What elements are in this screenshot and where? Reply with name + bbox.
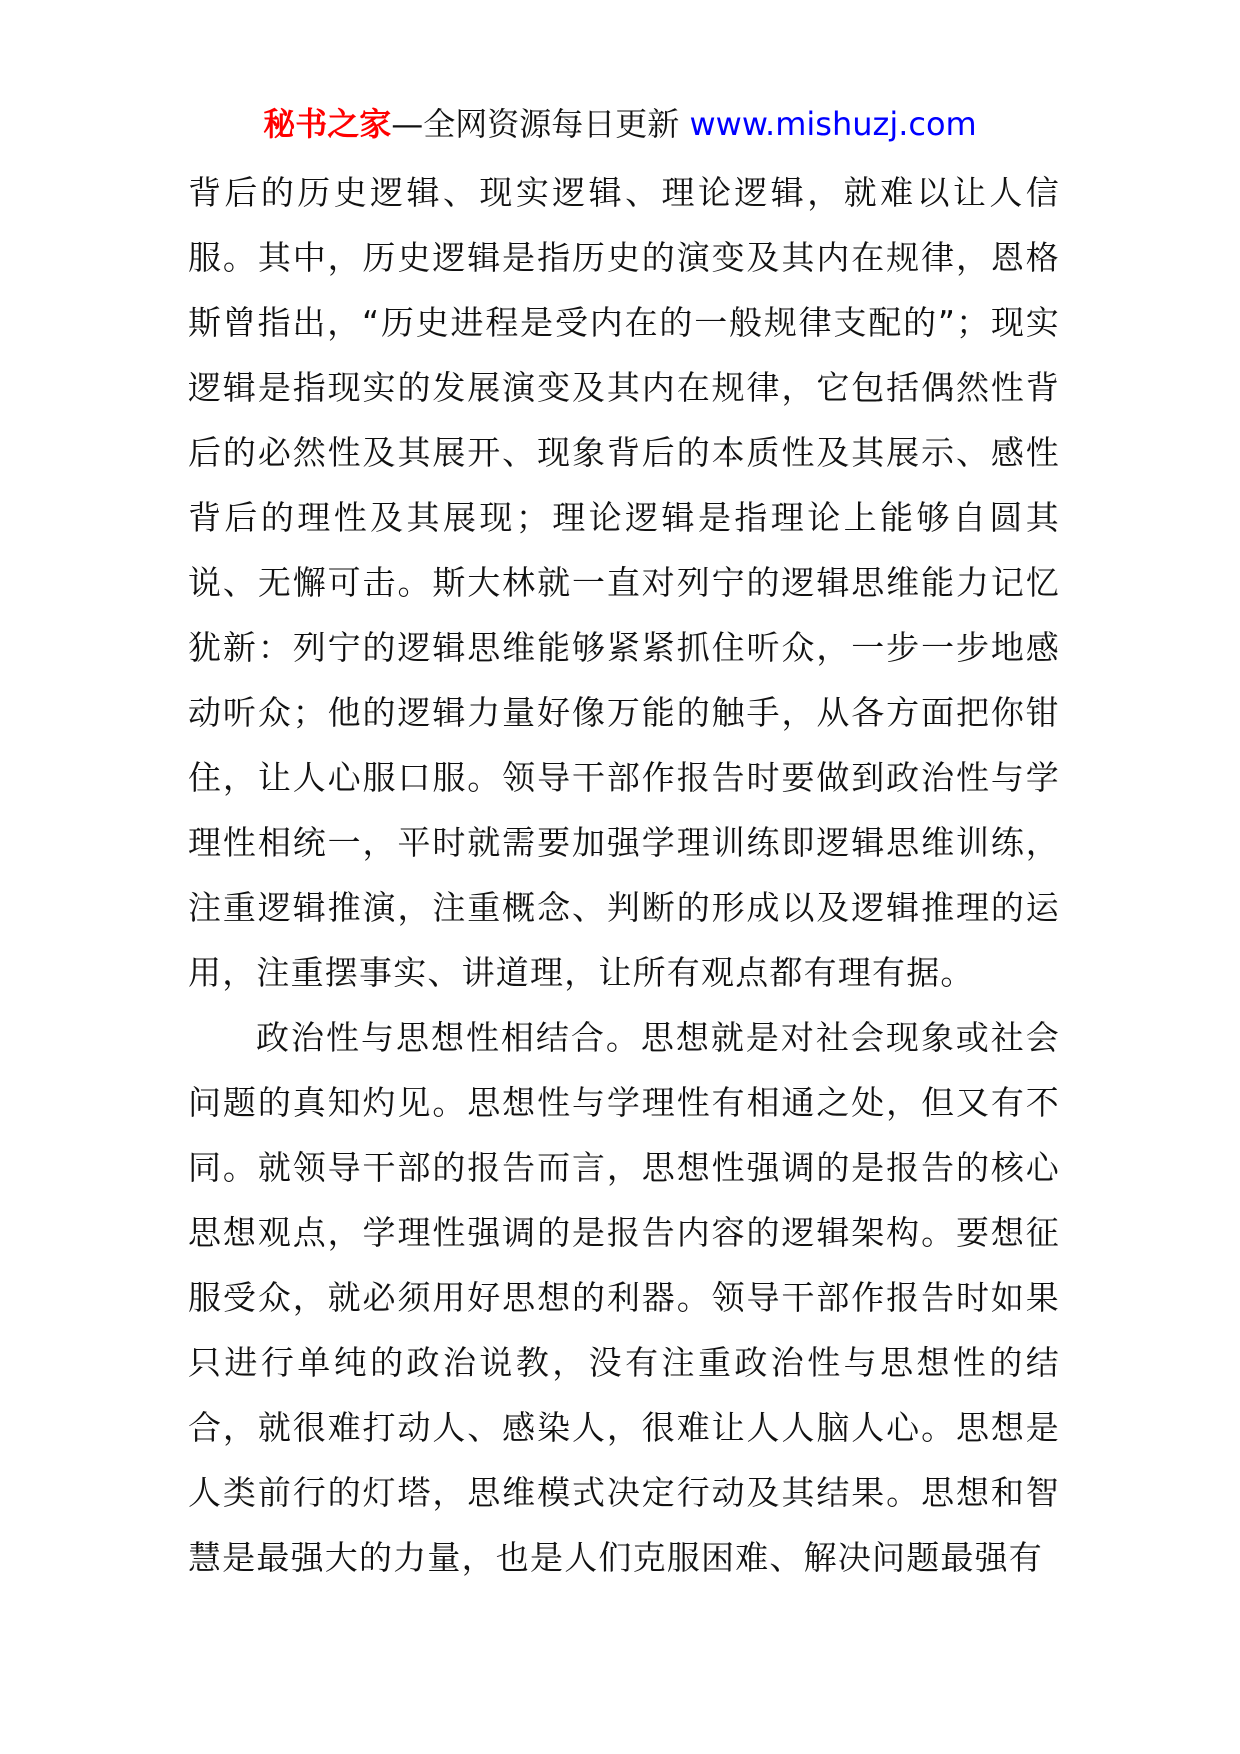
- paragraph-politics-and-thought: 政治性与思想性相结合。思想就是对社会现象或社会问题的真知灼见。思想性与学理性有相通之处，但又有不同。就领导干部的报告而言，思想性强调的是报告的核心思想观点，学理性强调的是报告内容的逻辑架构。要想征服受众，就必须用好思想的利器。领导干部作报告时如果只进行单纯的政治说教，没有注重政治性与思想性的结合，就很难打动人、感染人，很难让人人脑人心。思想是人类前行的灯塔，思维模式决定行动及其结果。思想和智慧是最强大的力量，也是人们克服困难、解决问题最强有: [188, 1018, 1060, 1577]
- page-header: [0, 100, 1240, 148]
- paragraph-continued: 背后的历史逻辑、现实逻辑、理论逻辑，就难以让人信服。其中，历史逻辑是指历史的演变及其内在规律，恩格斯曾指出，“历史进程是受内在的一般规律支配的”；现实逻辑是指现实的发展演变及其内在规律，它包括偶然性背后的必然性及其展开、现象背后的本质性及其展示、感性背后的理性及其展现；理论逻辑是指理论上能够自圆其说、无懈可击。斯大林就一直对列宁的逻辑思维能力记忆犹新：列宁的逻辑思维能够紧紧抓住听众，一步一步地感动听众；他的逻辑力量好像万能的触手，从各方面把你钳住，让人心服口服。领导干部作报告时要做到政治性与学理性相统一，平时就需要加强学理训练即逻辑思维训练，注重逻辑推演，注重概念、判断的形成以及逻辑推理的运用，注重摆事实、讲道理，让所有观点都有理有据。: [188, 173, 1060, 992]
- brand-name: 秘书之家: [263, 105, 392, 143]
- article-body: [188, 160, 1060, 1590]
- site-url-link[interactable]: www.mishuzj.com: [689, 105, 977, 143]
- header-slogan: —全网资源每日更新: [391, 105, 680, 143]
